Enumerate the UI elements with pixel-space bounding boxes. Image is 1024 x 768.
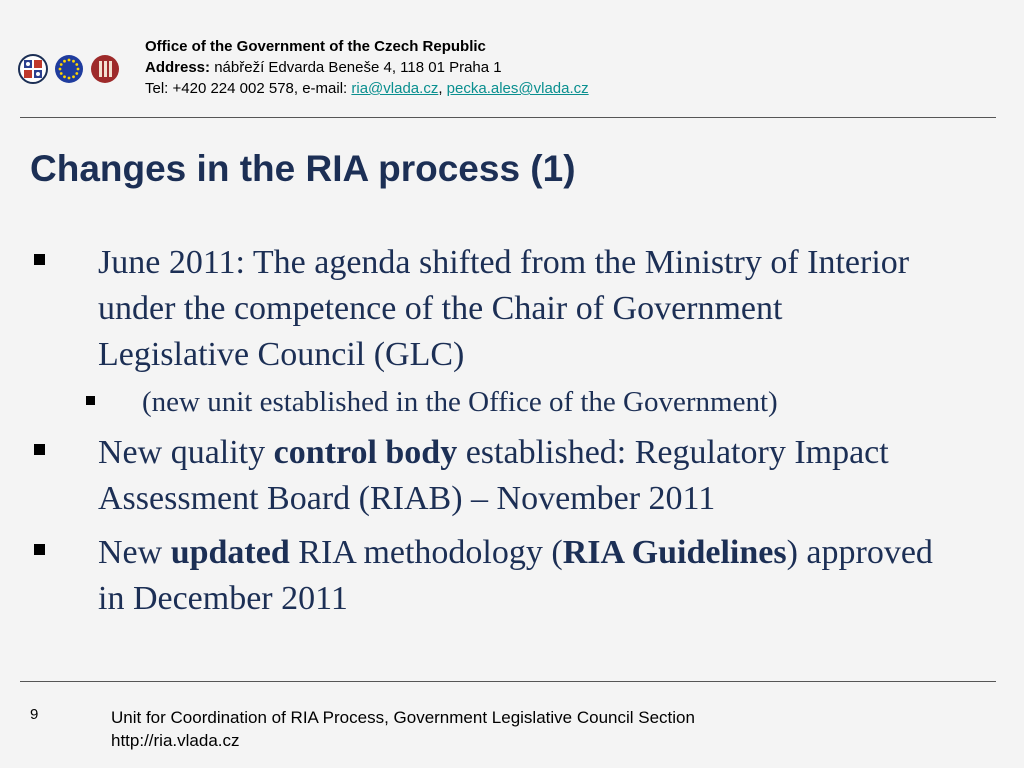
email-separator: , [438, 80, 447, 97]
footer-unit-line: Unit for Coordination of RIA Process, Government Legislative Council Section [111, 708, 695, 727]
bullet-item [0, 240, 938, 378]
logo-group [18, 52, 120, 86]
square-bullet-icon [34, 254, 45, 265]
tel-text: Tel: +420 224 002 578, e-mail: [145, 80, 352, 97]
slide-title: Changes in the RIA process (1) [30, 148, 576, 189]
footer-url[interactable]: http://ria.vlada.cz [111, 731, 240, 750]
organization-name: Office of the Government of the Czech Republic [145, 38, 486, 55]
header-contact [145, 36, 589, 99]
footer-text [111, 706, 695, 752]
text-run: ) approved in December 2011 [98, 534, 933, 617]
bold-text-run: control body [273, 434, 458, 471]
contact-line [145, 78, 589, 99]
page-number: 9 [30, 706, 39, 723]
bullet-item [0, 430, 938, 522]
header-divider [20, 117, 996, 118]
bold-text-run: updated [170, 534, 290, 571]
square-bullet-icon [86, 396, 95, 405]
text-run: New quality [98, 434, 274, 471]
bold-text-run: RIA Guidelines [562, 534, 787, 571]
email-link-pecka[interactable]: pecka.ales@vlada.cz [446, 80, 589, 97]
text-run: New [98, 534, 171, 571]
square-bullet-icon [34, 544, 45, 555]
bullet-item [0, 530, 938, 622]
address-value: nábřeží Edvarda Beneše 4, 118 01 Praha 1 [210, 59, 502, 76]
sub-bullet-item [0, 384, 982, 420]
bullet-text [98, 434, 889, 517]
eu-flag-icon [54, 54, 84, 84]
email-link-ria[interactable]: ria@vlada.cz [351, 80, 439, 97]
government-emblem-icon [90, 54, 120, 84]
address-label: Address: [145, 59, 211, 76]
text-run: established: Regulatory Impact Assessment Board (RIAB) – November 2011 [98, 434, 889, 517]
sub-bullet-text: (new unit established in the Office of the Government) [142, 386, 778, 418]
text-run: RIA methodology ( [289, 534, 563, 571]
address-line [145, 57, 589, 78]
bullet-text [98, 534, 933, 617]
bullet-text: June 2011: The agenda shifted from the Ministry of Interior under the competence of the Chair of Government Legislative Council (GLC) [98, 244, 910, 373]
footer-divider [20, 681, 996, 682]
czech-coat-of-arms-icon [18, 54, 48, 84]
square-bullet-icon [34, 444, 45, 455]
bullet-list [0, 240, 1024, 630]
